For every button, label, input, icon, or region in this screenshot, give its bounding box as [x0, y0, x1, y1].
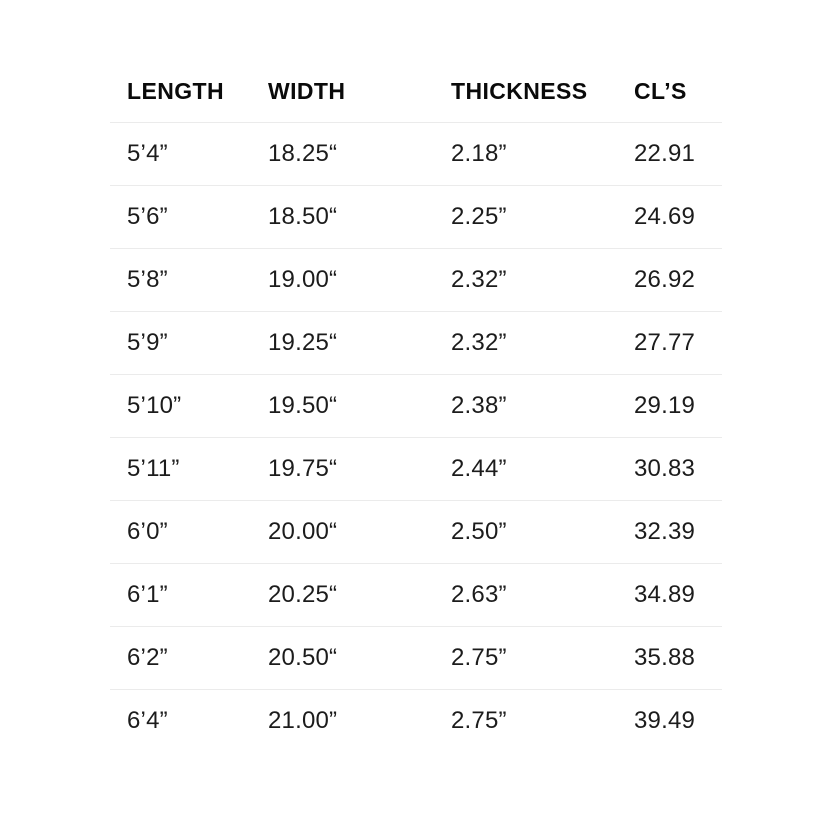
- table-header-row: [110, 60, 722, 122]
- table-cell: 5’4”: [127, 140, 168, 167]
- table-cell: 21.00”: [268, 707, 338, 734]
- table-cell: 5’10”: [127, 392, 182, 419]
- table-cell: 34.89: [634, 581, 696, 608]
- size-chart-table: [110, 60, 722, 752]
- table-row: [110, 374, 722, 437]
- table-cell: 19.75“: [268, 455, 338, 482]
- column-header-thickness: THICKNESS: [451, 77, 588, 104]
- table-cell: 2.63”: [451, 581, 507, 608]
- table-cell: 2.18”: [451, 140, 507, 167]
- table-cell: 29.19: [634, 392, 696, 419]
- column-header-length: LENGTH: [127, 77, 224, 104]
- table-cell: 2.32”: [451, 266, 507, 293]
- table-cell: 35.88: [634, 644, 696, 671]
- table-cell: 18.25“: [268, 140, 338, 167]
- table-row: [110, 626, 722, 689]
- table-cell: 18.50“: [268, 203, 338, 230]
- table-row: [110, 248, 722, 311]
- table-cell: 2.75”: [451, 644, 507, 671]
- table-cell: 5’8”: [127, 266, 168, 293]
- table-cell: 6’0”: [127, 518, 168, 545]
- table-cell: 5’9”: [127, 329, 168, 356]
- table-cell: 19.00“: [268, 266, 338, 293]
- table-cell: 20.50“: [268, 644, 338, 671]
- table-cell: 2.50”: [451, 518, 507, 545]
- table-cell: 2.38”: [451, 392, 507, 419]
- column-header-width: WIDTH: [268, 77, 346, 104]
- table-cell: 20.00“: [268, 518, 338, 545]
- table-cell: 30.83: [634, 455, 696, 482]
- table-cell: 2.32”: [451, 329, 507, 356]
- table-cell: 6’2”: [127, 644, 168, 671]
- table-row: [110, 311, 722, 374]
- table-cell: 2.25”: [451, 203, 507, 230]
- table-row: [110, 122, 722, 185]
- table-cell: 19.25“: [268, 329, 338, 356]
- table-cell: 6’1”: [127, 581, 168, 608]
- table-cell: 6’4”: [127, 707, 168, 734]
- table-cell: 2.75”: [451, 707, 507, 734]
- table-cell: 26.92: [634, 266, 696, 293]
- table-row: [110, 500, 722, 563]
- table-row: [110, 185, 722, 248]
- table-cell: 39.49: [634, 707, 696, 734]
- table-cell: 32.39: [634, 518, 696, 545]
- table-row: [110, 689, 722, 752]
- table-cell: 5’11”: [127, 455, 180, 482]
- table-cell: 22.91: [634, 140, 696, 167]
- column-header-cls: CL’S: [634, 77, 687, 104]
- table-row: [110, 563, 722, 626]
- table-cell: 2.44”: [451, 455, 507, 482]
- table-cell: 24.69: [634, 203, 696, 230]
- table-cell: 19.50“: [268, 392, 338, 419]
- table-row: [110, 437, 722, 500]
- table-body: [110, 122, 722, 752]
- table-cell: 20.25“: [268, 581, 338, 608]
- table-cell: 5’6”: [127, 203, 168, 230]
- table-cell: 27.77: [634, 329, 696, 356]
